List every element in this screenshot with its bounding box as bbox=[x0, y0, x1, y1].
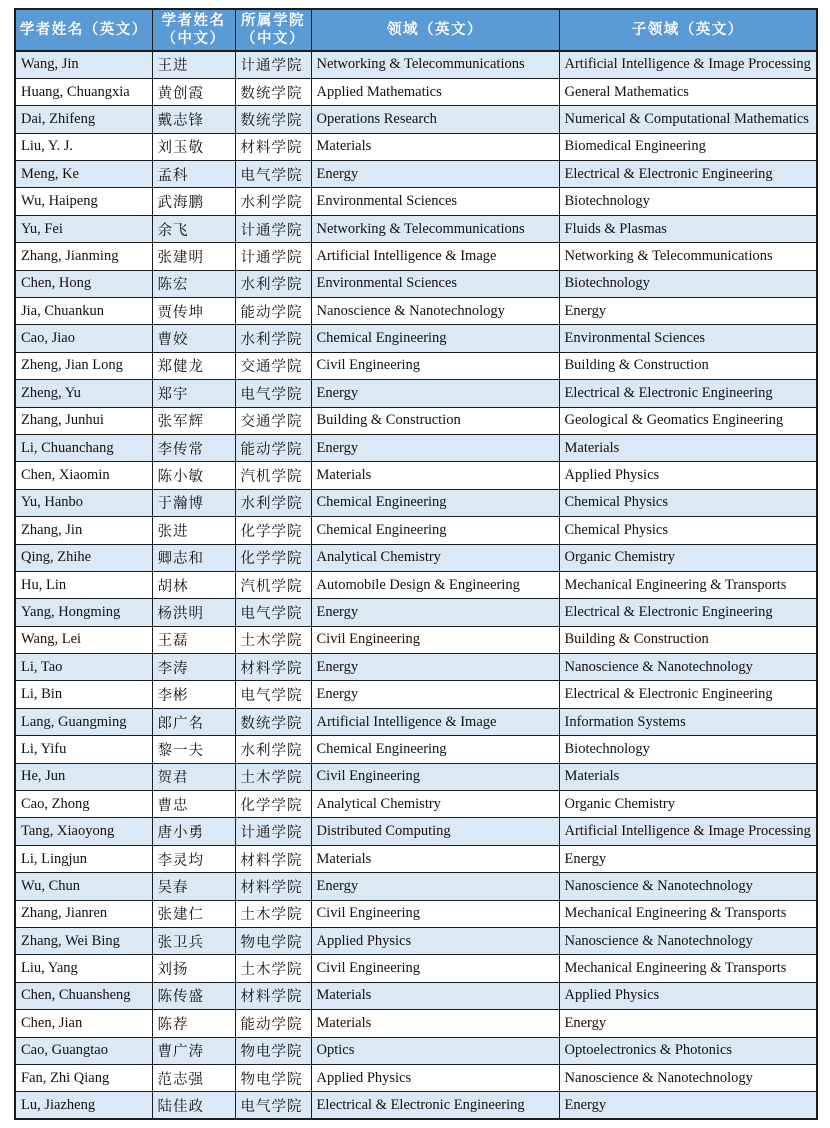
cell-field: Energy bbox=[311, 873, 559, 900]
table-row bbox=[15, 845, 817, 872]
cell-name-cn: 唐小勇 bbox=[152, 818, 235, 845]
cell-college: 汽机学院 bbox=[235, 571, 311, 598]
cell-name-cn: 张军辉 bbox=[152, 407, 235, 434]
col-header-scholar-name-cn: 学者姓名（中文） bbox=[152, 9, 235, 51]
cell-field: Energy bbox=[311, 599, 559, 626]
cell-name-cn: 刘扬 bbox=[152, 955, 235, 982]
cell-name-en: Chen, Hong bbox=[15, 270, 152, 297]
cell-college: 水利学院 bbox=[235, 736, 311, 763]
table-row bbox=[15, 188, 817, 215]
table-row bbox=[15, 352, 817, 379]
cell-college: 土木学院 bbox=[235, 955, 311, 982]
cell-field: Automobile Design & Engineering bbox=[311, 571, 559, 598]
cell-subfield: Biotechnology bbox=[559, 270, 817, 297]
table-row bbox=[15, 161, 817, 188]
cell-name-cn: 黎一夫 bbox=[152, 736, 235, 763]
table-row bbox=[15, 270, 817, 297]
table-row bbox=[15, 928, 817, 955]
cell-college: 材料学院 bbox=[235, 873, 311, 900]
cell-college: 材料学院 bbox=[235, 133, 311, 160]
cell-name-en: Wang, Lei bbox=[15, 626, 152, 653]
cell-subfield: Mechanical Engineering & Transports bbox=[559, 955, 817, 982]
table-row bbox=[15, 599, 817, 626]
cell-college: 物电学院 bbox=[235, 928, 311, 955]
table-row bbox=[15, 489, 817, 516]
cell-subfield: Energy bbox=[559, 1092, 817, 1119]
cell-field: Analytical Chemistry bbox=[311, 544, 559, 571]
cell-name-cn: 贾传坤 bbox=[152, 298, 235, 325]
cell-name-en: Zhang, Jin bbox=[15, 517, 152, 544]
cell-subfield: Nanoscience & Nanotechnology bbox=[559, 928, 817, 955]
cell-subfield: Geological & Geomatics Engineering bbox=[559, 407, 817, 434]
col-header-scholar-name-en: 学者姓名（英文） bbox=[15, 9, 152, 51]
cell-subfield: Nanoscience & Nanotechnology bbox=[559, 873, 817, 900]
cell-name-en: Cao, Guangtao bbox=[15, 1037, 152, 1064]
cell-name-en: Wang, Jin bbox=[15, 51, 152, 78]
table-row bbox=[15, 215, 817, 242]
cell-field: Environmental Sciences bbox=[311, 270, 559, 297]
cell-college: 土木学院 bbox=[235, 900, 311, 927]
cell-field: Materials bbox=[311, 845, 559, 872]
table-row bbox=[15, 736, 817, 763]
cell-name-cn: 张建明 bbox=[152, 243, 235, 270]
cell-subfield: Electrical & Electronic Engineering bbox=[559, 380, 817, 407]
cell-name-cn: 吴春 bbox=[152, 873, 235, 900]
cell-subfield: Building & Construction bbox=[559, 626, 817, 653]
cell-name-en: Cao, Zhong bbox=[15, 791, 152, 818]
cell-name-en: Zheng, Jian Long bbox=[15, 352, 152, 379]
cell-field: Applied Physics bbox=[311, 928, 559, 955]
cell-field: Civil Engineering bbox=[311, 352, 559, 379]
cell-name-en: He, Jun bbox=[15, 763, 152, 790]
cell-name-cn: 李传常 bbox=[152, 434, 235, 461]
table-row bbox=[15, 243, 817, 270]
table-row bbox=[15, 78, 817, 105]
cell-field: Electrical & Electronic Engineering bbox=[311, 1092, 559, 1119]
cell-subfield: Chemical Physics bbox=[559, 489, 817, 516]
cell-college: 交通学院 bbox=[235, 407, 311, 434]
cell-subfield: Information Systems bbox=[559, 708, 817, 735]
table-row bbox=[15, 462, 817, 489]
cell-name-en: Li, Bin bbox=[15, 681, 152, 708]
table-row bbox=[15, 900, 817, 927]
cell-name-cn: 贺君 bbox=[152, 763, 235, 790]
cell-field: Civil Engineering bbox=[311, 900, 559, 927]
table-row bbox=[15, 681, 817, 708]
cell-field: Analytical Chemistry bbox=[311, 791, 559, 818]
cell-field: Optics bbox=[311, 1037, 559, 1064]
cell-subfield: General Mathematics bbox=[559, 78, 817, 105]
cell-name-en: Yu, Hanbo bbox=[15, 489, 152, 516]
cell-field: Civil Engineering bbox=[311, 763, 559, 790]
cell-college: 能动学院 bbox=[235, 434, 311, 461]
cell-name-en: Yang, Hongming bbox=[15, 599, 152, 626]
cell-college: 交通学院 bbox=[235, 352, 311, 379]
cell-name-cn: 陈传盛 bbox=[152, 982, 235, 1009]
cell-field: Materials bbox=[311, 982, 559, 1009]
cell-name-cn: 王进 bbox=[152, 51, 235, 78]
cell-college: 计通学院 bbox=[235, 818, 311, 845]
cell-college: 水利学院 bbox=[235, 270, 311, 297]
cell-college: 能动学院 bbox=[235, 298, 311, 325]
cell-college: 水利学院 bbox=[235, 188, 311, 215]
header-row bbox=[15, 9, 817, 51]
cell-college: 土木学院 bbox=[235, 763, 311, 790]
cell-name-cn: 曹姣 bbox=[152, 325, 235, 352]
col-header-subfield-en: 子领域（英文） bbox=[559, 9, 817, 51]
cell-name-en: Lang, Guangming bbox=[15, 708, 152, 735]
cell-name-en: Meng, Ke bbox=[15, 161, 152, 188]
cell-name-cn: 黄创霞 bbox=[152, 78, 235, 105]
cell-field: Energy bbox=[311, 434, 559, 461]
cell-field: Energy bbox=[311, 380, 559, 407]
cell-name-en: Lu, Jiazheng bbox=[15, 1092, 152, 1119]
cell-subfield: Organic Chemistry bbox=[559, 791, 817, 818]
cell-name-en: Jia, Chuankun bbox=[15, 298, 152, 325]
cell-subfield: Numerical & Computational Mathematics bbox=[559, 106, 817, 133]
cell-college: 土木学院 bbox=[235, 626, 311, 653]
cell-name-en: Li, Chuanchang bbox=[15, 434, 152, 461]
cell-subfield: Organic Chemistry bbox=[559, 544, 817, 571]
cell-subfield: Mechanical Engineering & Transports bbox=[559, 900, 817, 927]
cell-subfield: Networking & Telecommunications bbox=[559, 243, 817, 270]
cell-name-cn: 孟科 bbox=[152, 161, 235, 188]
cell-name-en: Hu, Lin bbox=[15, 571, 152, 598]
table-row bbox=[15, 571, 817, 598]
cell-subfield: Nanoscience & Nanotechnology bbox=[559, 1064, 817, 1091]
cell-name-en: Liu, Y. J. bbox=[15, 133, 152, 160]
cell-college: 电气学院 bbox=[235, 161, 311, 188]
cell-college: 计通学院 bbox=[235, 243, 311, 270]
cell-name-cn: 武海鹏 bbox=[152, 188, 235, 215]
cell-college: 电气学院 bbox=[235, 599, 311, 626]
cell-subfield: Applied Physics bbox=[559, 462, 817, 489]
col-header-field-en: 领域（英文） bbox=[311, 9, 559, 51]
cell-name-cn: 张卫兵 bbox=[152, 928, 235, 955]
cell-subfield: Chemical Physics bbox=[559, 517, 817, 544]
cell-name-cn: 郎广名 bbox=[152, 708, 235, 735]
cell-field: Networking & Telecommunications bbox=[311, 51, 559, 78]
cell-name-en: Li, Lingjun bbox=[15, 845, 152, 872]
cell-name-cn: 李涛 bbox=[152, 654, 235, 681]
cell-field: Networking & Telecommunications bbox=[311, 215, 559, 242]
cell-college: 数统学院 bbox=[235, 78, 311, 105]
cell-subfield: Biomedical Engineering bbox=[559, 133, 817, 160]
cell-name-cn: 卿志和 bbox=[152, 544, 235, 571]
cell-field: Energy bbox=[311, 681, 559, 708]
cell-name-en: Zhang, Wei Bing bbox=[15, 928, 152, 955]
cell-name-cn: 李彬 bbox=[152, 681, 235, 708]
cell-subfield: Biotechnology bbox=[559, 736, 817, 763]
cell-college: 水利学院 bbox=[235, 489, 311, 516]
cell-name-cn: 郑宇 bbox=[152, 380, 235, 407]
cell-college: 电气学院 bbox=[235, 1092, 311, 1119]
cell-subfield: Environmental Sciences bbox=[559, 325, 817, 352]
cell-name-en: Li, Tao bbox=[15, 654, 152, 681]
cell-field: Civil Engineering bbox=[311, 955, 559, 982]
cell-college: 材料学院 bbox=[235, 845, 311, 872]
cell-field: Artificial Intelligence & Image bbox=[311, 243, 559, 270]
cell-name-cn: 刘玉敬 bbox=[152, 133, 235, 160]
table-row bbox=[15, 434, 817, 461]
cell-college: 电气学院 bbox=[235, 380, 311, 407]
table-row bbox=[15, 654, 817, 681]
cell-name-cn: 胡林 bbox=[152, 571, 235, 598]
table-row bbox=[15, 544, 817, 571]
table-row bbox=[15, 1037, 817, 1064]
cell-subfield: Electrical & Electronic Engineering bbox=[559, 681, 817, 708]
cell-field: Applied Physics bbox=[311, 1064, 559, 1091]
table-row bbox=[15, 51, 817, 78]
cell-subfield: Applied Physics bbox=[559, 982, 817, 1009]
cell-name-cn: 于瀚博 bbox=[152, 489, 235, 516]
cell-name-cn: 李灵均 bbox=[152, 845, 235, 872]
cell-subfield: Energy bbox=[559, 1010, 817, 1037]
cell-name-cn: 陈宏 bbox=[152, 270, 235, 297]
table-row bbox=[15, 133, 817, 160]
cell-college: 化学学院 bbox=[235, 544, 311, 571]
cell-field: Civil Engineering bbox=[311, 626, 559, 653]
cell-field: Chemical Engineering bbox=[311, 736, 559, 763]
cell-name-cn: 曹广涛 bbox=[152, 1037, 235, 1064]
cell-field: Materials bbox=[311, 1010, 559, 1037]
cell-subfield: Artificial Intelligence & Image Processing bbox=[559, 51, 817, 78]
cell-name-en: Cao, Jiao bbox=[15, 325, 152, 352]
cell-field: Nanoscience & Nanotechnology bbox=[311, 298, 559, 325]
table-row bbox=[15, 1092, 817, 1119]
cell-field: Materials bbox=[311, 133, 559, 160]
table-row bbox=[15, 298, 817, 325]
cell-name-en: Dai, Zhifeng bbox=[15, 106, 152, 133]
cell-name-en: Huang, Chuangxia bbox=[15, 78, 152, 105]
table-row bbox=[15, 380, 817, 407]
cell-subfield: Energy bbox=[559, 845, 817, 872]
cell-name-cn: 杨洪明 bbox=[152, 599, 235, 626]
table-row bbox=[15, 818, 817, 845]
cell-name-cn: 范志强 bbox=[152, 1064, 235, 1091]
cell-name-en: Liu, Yang bbox=[15, 955, 152, 982]
cell-name-cn: 陆佳政 bbox=[152, 1092, 235, 1119]
cell-name-cn: 张建仁 bbox=[152, 900, 235, 927]
cell-college: 化学学院 bbox=[235, 517, 311, 544]
table-row bbox=[15, 763, 817, 790]
cell-name-en: Zhang, Jianren bbox=[15, 900, 152, 927]
col-header-college-cn: 所属学院（中文） bbox=[235, 9, 311, 51]
cell-field: Environmental Sciences bbox=[311, 188, 559, 215]
cell-subfield: Mechanical Engineering & Transports bbox=[559, 571, 817, 598]
cell-name-cn: 曹忠 bbox=[152, 791, 235, 818]
cell-name-cn: 张进 bbox=[152, 517, 235, 544]
cell-field: Chemical Engineering bbox=[311, 517, 559, 544]
cell-field: Distributed Computing bbox=[311, 818, 559, 845]
cell-field: Materials bbox=[311, 462, 559, 489]
cell-college: 电气学院 bbox=[235, 681, 311, 708]
cell-subfield: Materials bbox=[559, 434, 817, 461]
cell-college: 能动学院 bbox=[235, 1010, 311, 1037]
table-row bbox=[15, 1064, 817, 1091]
cell-college: 材料学院 bbox=[235, 654, 311, 681]
cell-name-en: Zhang, Jianming bbox=[15, 243, 152, 270]
table-row bbox=[15, 708, 817, 735]
table-row bbox=[15, 791, 817, 818]
table-row bbox=[15, 407, 817, 434]
cell-name-en: Wu, Haipeng bbox=[15, 188, 152, 215]
cell-name-cn: 陈小敏 bbox=[152, 462, 235, 489]
cell-college: 物电学院 bbox=[235, 1064, 311, 1091]
cell-name-en: Chen, Chuansheng bbox=[15, 982, 152, 1009]
cell-college: 计通学院 bbox=[235, 51, 311, 78]
cell-college: 计通学院 bbox=[235, 215, 311, 242]
cell-name-en: Chen, Jian bbox=[15, 1010, 152, 1037]
cell-name-en: Qing, Zhihe bbox=[15, 544, 152, 571]
cell-subfield: Materials bbox=[559, 763, 817, 790]
cell-field: Artificial Intelligence & Image bbox=[311, 708, 559, 735]
cell-name-cn: 陈荐 bbox=[152, 1010, 235, 1037]
cell-college: 化学学院 bbox=[235, 791, 311, 818]
cell-subfield: Fluids & Plasmas bbox=[559, 215, 817, 242]
cell-subfield: Optoelectronics & Photonics bbox=[559, 1037, 817, 1064]
cell-field: Energy bbox=[311, 161, 559, 188]
cell-subfield: Energy bbox=[559, 298, 817, 325]
table-body bbox=[15, 51, 817, 1119]
cell-subfield: Electrical & Electronic Engineering bbox=[559, 161, 817, 188]
cell-name-cn: 郑健龙 bbox=[152, 352, 235, 379]
cell-name-en: Wu, Chun bbox=[15, 873, 152, 900]
cell-field: Energy bbox=[311, 654, 559, 681]
cell-name-en: Li, Yifu bbox=[15, 736, 152, 763]
cell-field: Operations Research bbox=[311, 106, 559, 133]
cell-name-en: Tang, Xiaoyong bbox=[15, 818, 152, 845]
cell-field: Chemical Engineering bbox=[311, 489, 559, 516]
table-row bbox=[15, 517, 817, 544]
table-row bbox=[15, 873, 817, 900]
cell-college: 数统学院 bbox=[235, 106, 311, 133]
cell-subfield: Building & Construction bbox=[559, 352, 817, 379]
table-row bbox=[15, 626, 817, 653]
cell-subfield: Electrical & Electronic Engineering bbox=[559, 599, 817, 626]
cell-college: 物电学院 bbox=[235, 1037, 311, 1064]
cell-name-en: Fan, Zhi Qiang bbox=[15, 1064, 152, 1091]
cell-name-cn: 王磊 bbox=[152, 626, 235, 653]
cell-subfield: Biotechnology bbox=[559, 188, 817, 215]
cell-name-cn: 戴志锋 bbox=[152, 106, 235, 133]
cell-name-en: Chen, Xiaomin bbox=[15, 462, 152, 489]
cell-college: 汽机学院 bbox=[235, 462, 311, 489]
cell-subfield: Nanoscience & Nanotechnology bbox=[559, 654, 817, 681]
cell-college: 水利学院 bbox=[235, 325, 311, 352]
cell-field: Chemical Engineering bbox=[311, 325, 559, 352]
cell-name-en: Zhang, Junhui bbox=[15, 407, 152, 434]
cell-college: 材料学院 bbox=[235, 982, 311, 1009]
cell-subfield: Artificial Intelligence & Image Processing bbox=[559, 818, 817, 845]
table-row bbox=[15, 982, 817, 1009]
cell-name-cn: 余飞 bbox=[152, 215, 235, 242]
table-row bbox=[15, 106, 817, 133]
table-row bbox=[15, 955, 817, 982]
cell-name-en: Yu, Fei bbox=[15, 215, 152, 242]
cell-name-en: Zheng, Yu bbox=[15, 380, 152, 407]
scholars-table bbox=[14, 8, 818, 1120]
cell-college: 数统学院 bbox=[235, 708, 311, 735]
table-row bbox=[15, 325, 817, 352]
cell-field: Building & Construction bbox=[311, 407, 559, 434]
cell-field: Applied Mathematics bbox=[311, 78, 559, 105]
table-row bbox=[15, 1010, 817, 1037]
